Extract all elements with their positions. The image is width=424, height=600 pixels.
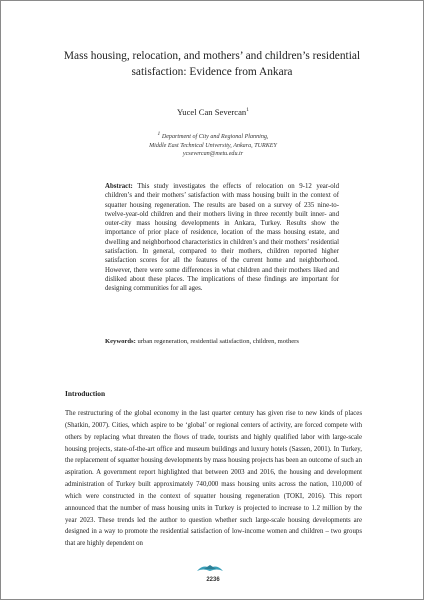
affiliation-department (63, 130, 363, 142)
affiliation-university: Middle East Technical University, Ankara, TURKEY (149, 142, 277, 149)
abstract-text: This study investigates the effects of relocation on 9-12 year-old children’s and their mothers’ satisfaction with mass housing built in the context of squatter housing regeneration. The results are based on a survey of 235 nine-to-twelve-year-old children and their mothers living in three recently built inner- and outer-city mass housing developments in Ankara, Turkey. Results show the importance of prior place of residence, location of the mass housing estate, and dwelling and neighborhood characteristics in children’s and their mothers’ residential satisfaction. In general, compared to their mothers, children reported higher satisfaction scores for all the features of the current home and neighborhood. However, there were some differences in what children and their mothers liked and disliked about these places. The implications of these findings are important for designing communities for all ages. (105, 183, 340, 293)
affiliation-email: ycsevercan@metu.edu.tr (182, 151, 244, 158)
conference-logo-icon (195, 563, 225, 573)
keywords-label: Keywords: (105, 338, 136, 345)
keywords-text: urban regeneration, residential satisfaction, children, mothers (137, 338, 299, 345)
affiliation (63, 130, 363, 159)
paper-title: Mass housing, relocation, and mothers’ and children’s residential satisfaction: Evidence from Ankara (63, 50, 361, 78)
introduction-text: The restructuring of the global economy in the last quarter century has given rise to new kinds of places (Shatkin, 2007). Cities, which aspire to be ‘global’ or regional centers of activity, are forced compete with others by replacing what threaten the flows of trade, tourists and highly qualified labor with large-scale housing projects, state-of-the-art office and museum buildings and luxury hotels (Sassen, 2001). In Turkey, the replacement of squatter housing developments by mass housing projects has been an outcome of such an aspiration. A government report highlighted that between 2003 and 2016, the housing and development administration of Turkey built approximately 740,000 mass housing units across the nation, 110,000 of which were constructed in the context of squatter housing regeneration (TOKI, 2016). This report announced that the number of mass housing units in Turkey is projected to increase to 1.2 million by the year 2023. These trends led the author to question whether such large-scale housing developments are designed in a way to promote the residential satisfaction of low-income women and children – two groups that are highly dependent on (65, 410, 362, 548)
author-name: Yucel Can Severcan (177, 107, 247, 117)
page-number: 2236 (206, 577, 220, 583)
affiliation-line-1: Department of City and Regional Planning, (161, 134, 269, 141)
author-marker: 1 (246, 107, 249, 114)
affiliation-marker: 1 (157, 131, 161, 137)
author-line (63, 107, 363, 117)
introduction-heading: Introduction (65, 389, 106, 398)
abstract (105, 182, 339, 294)
keywords (105, 337, 339, 346)
abstract-label: Abstract: (105, 183, 133, 190)
